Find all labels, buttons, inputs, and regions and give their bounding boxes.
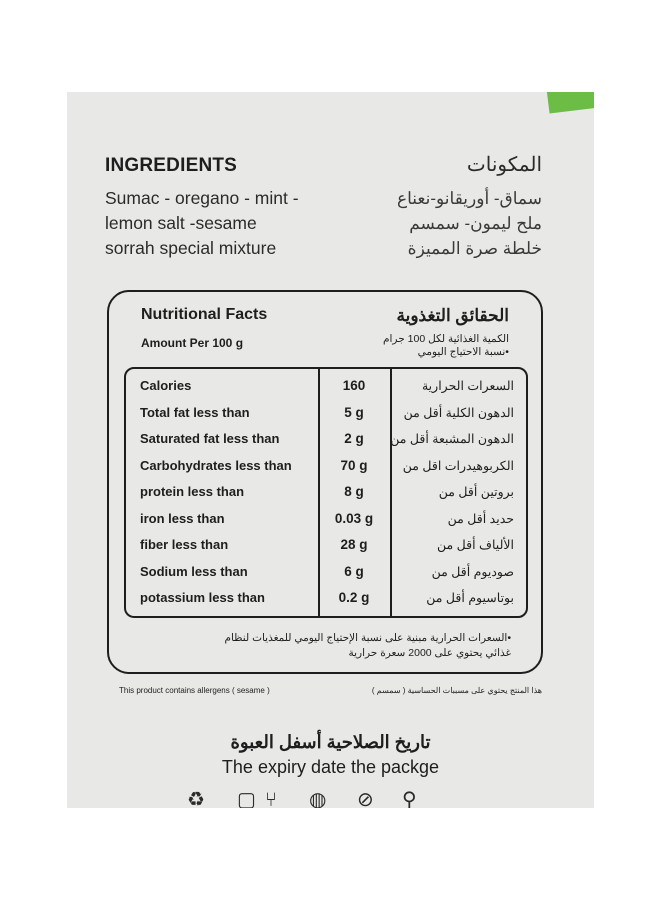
recycle-icon: ♻ (187, 789, 205, 808)
amount-per-label-ar (383, 333, 509, 359)
packaging-icons (187, 790, 487, 808)
nutrient-name-ar: الكربوهيدرات اقل من (402, 458, 514, 473)
ingredients-list-en (105, 186, 299, 261)
no-litter-icon: ⊘ (357, 789, 374, 808)
nutrition-title-en: Nutritional Facts (141, 306, 268, 323)
nutrient-name-ar: الدهون المشبعة أقل من (390, 432, 514, 446)
nutrient-value: 160 (342, 378, 366, 393)
table-row (126, 506, 526, 533)
nutrient-name: Calories (140, 378, 192, 393)
amount-line-ar: الكمية الغذائية لكل 100 جرام (383, 333, 509, 345)
nutrient-name-ar: السعرات الحرارية (421, 379, 514, 393)
nutrition-facts-box (107, 290, 543, 674)
footnote-line: •السعرات الحرارية مبنية على نسبة الإحتياج اليومي للمغذيات لنظام (224, 632, 511, 644)
package-panel (67, 92, 594, 808)
nutrient-value: 5 g (344, 404, 364, 420)
table-row (126, 373, 526, 400)
nutrient-value: 0.2 g (338, 590, 370, 605)
nutrient-name-ar: الألياف أقل من (436, 538, 514, 552)
food-safe-icon: ▢ (237, 789, 256, 808)
table-row (126, 400, 526, 427)
ingredients-title-en: INGREDIENTS (105, 155, 238, 176)
nutrient-name-ar: بوتاسيوم أقل من (426, 591, 514, 605)
table-row (126, 532, 526, 559)
ingredient-line: Sumac - oregano - mint - (105, 188, 299, 208)
nutrient-value: 6 g (344, 563, 364, 579)
expiry-note-ar: تاريخ الصلاحية أسفل العبوة (230, 732, 431, 752)
tidy-man-icon: ⚲ (402, 789, 417, 808)
footnote-line: غذائي يحتوي على 2000 سعرة حرارية (348, 647, 511, 659)
nutrient-value: 70 g (340, 457, 368, 473)
ingredients-title-ar: المكونات (466, 154, 542, 176)
table-row (126, 453, 526, 480)
nutrient-value: 28 g (340, 537, 368, 552)
allergen-note-ar: هذا المنتج يحتوي على مسببات الحساسية ( سمسم ) (371, 686, 542, 695)
nutrient-name: fiber less than (140, 537, 229, 552)
nutrient-name: Saturated fat less than (140, 431, 280, 446)
nutrient-value: 8 g (344, 484, 364, 499)
nutrient-name: iron less than (140, 510, 225, 526)
nutrient-name-ar: حديد أقل من (447, 511, 514, 526)
allergen-note-en: This product contains allergens ( sesame ) (119, 686, 270, 695)
table-row (126, 426, 526, 453)
nutrition-title-ar: الحقائق التغذوية (396, 306, 509, 325)
ingredient-line: lemon salt -sesame (105, 213, 257, 233)
table-row (126, 559, 526, 586)
expiry-note-en: The expiry date the packge (221, 757, 440, 777)
nutrition-table (124, 367, 528, 618)
ingredient-line-ar: خلطة صرة المميزة (407, 239, 542, 258)
nutrient-name: Sodium less than (140, 563, 248, 579)
glass-fork-icon: ⑂ (265, 789, 277, 808)
nutrient-value: 2 g (344, 431, 364, 446)
nutrient-name: Carbohydrates less than (140, 457, 292, 473)
ingredient-line-ar: سماق- أوريقانو-نعناع (396, 189, 542, 208)
ingredient-line-ar: ملح ليمون- سمسم (409, 214, 542, 233)
nutrient-name-ar: صوديوم أقل من (431, 564, 514, 579)
table-row (126, 585, 526, 612)
nutrient-name-ar: الدهون الكلية أقل من (403, 405, 514, 420)
green-accent-band (542, 92, 594, 114)
nutrient-name-ar: بروتين أقل من (438, 485, 514, 499)
nutrient-name: Total fat less than (140, 404, 250, 420)
nutrition-footnote (224, 631, 511, 661)
circle-seal-icon: ◍ (309, 789, 327, 808)
nutrient-name: potassium less than (140, 590, 265, 605)
ingredient-line: sorrah special mixture (105, 238, 277, 258)
nutrient-value: 0.03 g (334, 510, 374, 526)
daily-need-line-ar: •نسبة الاحتياج اليومي (417, 346, 509, 358)
ingredients-list-ar (397, 186, 542, 261)
amount-per-label: Amount Per 100 g (141, 336, 244, 350)
nutrient-name: protein less than (140, 484, 245, 499)
table-row (126, 479, 526, 506)
